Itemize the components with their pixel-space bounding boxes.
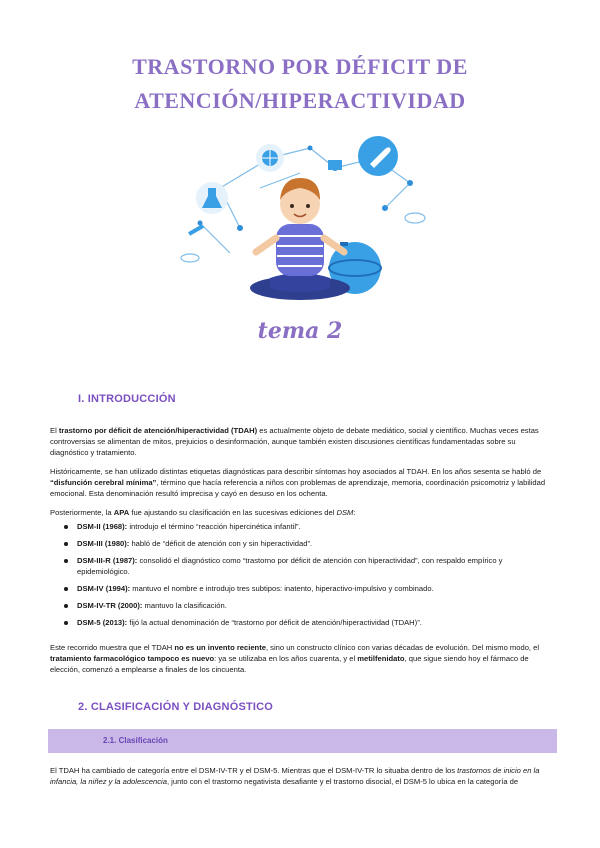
list-item: DSM-II (1968): introdujo el término “reacción hipercinética infantil”. bbox=[64, 522, 544, 533]
list-item: DSM-IV (1994): mantuvo el nombre e introdujo tres subtipos: inatento, hiperactivo-impulsivo y combinado. bbox=[64, 584, 544, 595]
section-heading-clasificacion: 2. CLASIFICACIÓN Y DIAGNÓSTICO bbox=[78, 701, 274, 713]
tema-label: tema 2 bbox=[257, 318, 343, 344]
paragraph-intro-3: Posteriormente, la APA fue ajustando su clasificación en las sucesivas ediciones del DSM: bbox=[50, 508, 356, 517]
title-line-1: TRASTORNO POR DÉFICIT DE bbox=[132, 54, 468, 79]
paragraph-clasificacion-1: El TDAH ha cambiado de categoría entre el DSM-IV-TR y el DSM-5. Mientras que el DSM-IV-TR lo situaba dentro de los trastornos de inicio en la infancia, la niñez y la adolescencia, junto con el trastorno negativista desafiante y el trastorno disocial, el DSM-5 lo ubica en la categoría de bbox=[50, 766, 540, 787]
document-title bbox=[0, 50, 600, 118]
subsection-bar bbox=[48, 729, 557, 753]
globe-icon bbox=[256, 144, 284, 172]
dsm-editions-list bbox=[64, 522, 544, 635]
paragraph-intro-2: Históricamente, se han utilizado distintas etiquetas diagnósticas para describir síntomas hoy asociados al TDAH. En los años sesenta se habló de “disfunción cerebral mínima”, término que hacía referencia a niños con problemas de aprendizaje, memoria, coordinación psicomotriz y labilidad emocional. Esta denominación resultó imprecisa y cayó en desuso en los ochenta. bbox=[50, 467, 546, 499]
child-science-illustration bbox=[160, 128, 440, 306]
list-item: DSM-III-R (1987): consolidó el diagnóstico como “trastorno por déficit de atención con hiperactividad”, con respaldo empírico y epidemiológico. bbox=[64, 556, 544, 577]
paragraph-intro-4: Este recorrido muestra que el TDAH no es un invento reciente, sino un constructo clínico con varias décadas de evolución. Del mismo modo, el tratamiento farmacológico tampoco es nuevo: ya se utilizaba en los años cuarenta, y el metilfenidato, que sigue siendo hoy el fármaco de elección, comenzó a emplearse a finales de los cincuenta. bbox=[50, 643, 540, 675]
pencil-icon bbox=[188, 224, 204, 235]
title-line-2: ATENCIÓN/HIPERACTIVIDAD bbox=[134, 88, 466, 113]
book-icon bbox=[328, 160, 342, 170]
list-item: DSM-IV-TR (2000): mantuvo la clasificación. bbox=[64, 601, 544, 612]
flask-icon bbox=[196, 182, 228, 214]
list-item: DSM-III (1980): habló de “déficit de atención con y sin hiperactividad”. bbox=[64, 539, 544, 550]
list-item: DSM-5 (2013): fijó la actual denominación de “trastorno por déficit de atención/hiperactividad (TDAH)”. bbox=[64, 618, 544, 629]
paragraph-intro-1: El trastorno por déficit de atención/hiperactividad (TDAH) es actualmente objeto de debate mediático, social y científico. Muchas veces estas controversias se alimentan de mitos, prejuicios o desinformación, aunque también existen discusiones científicas fundamentadas sobre su diagnóstico y tratamiento. bbox=[50, 426, 539, 458]
section-heading-introduccion: I. INTRODUCCIÓN bbox=[78, 393, 176, 405]
subsection-heading: 2.1. Clasificación bbox=[103, 736, 168, 745]
rocket-icon bbox=[358, 136, 398, 176]
child-figure bbox=[250, 178, 350, 300]
